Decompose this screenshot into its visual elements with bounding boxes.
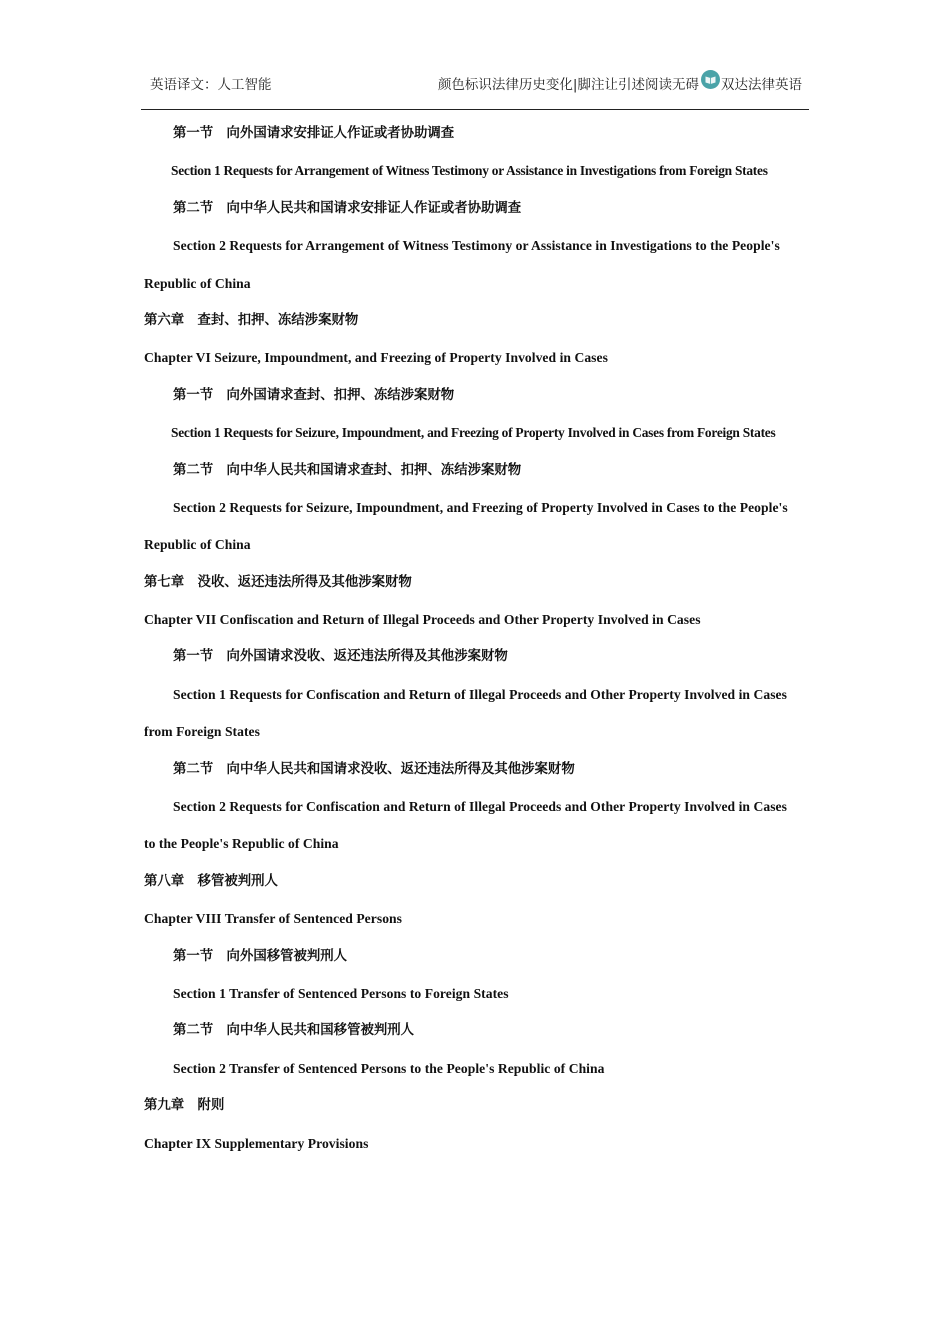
toc-section-heading-zh: 第一节 向外国请求没收、返还违法所得及其他涉案财物 (173, 649, 508, 665)
header-left-text: 英语译文：人工智能 (150, 77, 272, 93)
toc-section-heading-zh: 第二节 向中华人民共和国移管被判刑人 (173, 1023, 415, 1039)
toc-section-heading-en: Section 2 Requests for Confiscation and Return of Illegal Proceeds and Other Property Involved in Cases (173, 799, 787, 815)
law-book-logo-icon (701, 70, 720, 89)
toc-section-heading-en: Section 2 Transfer of Sentenced Persons to the People's Republic of China (173, 1060, 605, 1076)
toc-chapter-heading-zh: 第六章 查封、扣押、冻结涉案财物 (144, 312, 359, 328)
header-right (438, 73, 802, 93)
toc-section-heading-en: Section 1 Requests for Arrangement of Witness Testimony or Assistance in Investigations from Foreign States (171, 163, 768, 179)
toc-chapter-heading-en: Chapter VII Confiscation and Return of Illegal Proceeds and Other Property Involved in Cases (144, 612, 701, 628)
toc-section-heading-en: Section 1 Requests for Confiscation and Return of Illegal Proceeds and Other Property Involved in Cases (173, 686, 787, 702)
page-header (141, 64, 809, 110)
toc-section-heading-zh: 第一节 向外国请求安排证人作证或者协助调查 (173, 126, 455, 141)
toc-section-heading-en-continued: from Foreign States (144, 724, 260, 740)
toc-section-heading-en: Section 2 Requests for Seizure, Impoundment, and Freezing of Property Involved in Cases to the People's (173, 499, 788, 515)
toc-section-heading-en: Section 1 Transfer of Sentenced Persons to Foreign States (173, 985, 509, 1001)
toc-chapter-heading-zh: 第八章 移管被判刑人 (144, 873, 278, 889)
toc-section-heading-zh: 第一节 向外国请求查封、扣押、冻结涉案财物 (173, 387, 455, 403)
toc-section-heading-zh: 第二节 向中华人民共和国请求安排证人作证或者协助调查 (173, 200, 522, 216)
toc-section-heading-zh: 第二节 向中华人民共和国请求查封、扣押、冻结涉案财物 (173, 462, 522, 478)
table-of-contents (144, 121, 812, 1168)
header-slogan: 颜色标识法律历史变化|脚注让引述阅读无碍 (437, 77, 699, 93)
toc-section-heading-zh: 第一节 向外国移管被判刑人 (173, 948, 348, 964)
toc-chapter-heading-en: Chapter IX Supplementary Provisions (144, 1135, 369, 1151)
toc-section-heading-en: Section 2 Requests for Arrangement of Witness Testimony or Assistance in Investigations to the People's (173, 238, 780, 254)
header-brand: 双达法律英语 (721, 77, 802, 93)
toc-chapter-heading-zh: 第九章 附则 (144, 1098, 225, 1114)
toc-section-heading-en-continued: Republic of China (144, 275, 251, 291)
toc-section-heading-zh: 第二节 向中华人民共和国请求没收、返还违法所得及其他涉案财物 (173, 761, 575, 777)
toc-chapter-heading-zh: 第七章 没收、返还违法所得及其他涉案财物 (144, 574, 412, 590)
toc-chapter-heading-en: Chapter VIII Transfer of Sentenced Persons (144, 911, 402, 927)
toc-chapter-heading-en: Chapter VI Seizure, Impoundment, and Freezing of Property Involved in Cases (144, 350, 608, 366)
toc-section-heading-en-continued: Republic of China (144, 537, 251, 553)
toc-section-heading-en-continued: to the People's Republic of China (144, 836, 339, 852)
toc-section-heading-en: Section 1 Requests for Seizure, Impoundment, and Freezing of Property Involved in Cases from Foreign States (171, 425, 776, 441)
